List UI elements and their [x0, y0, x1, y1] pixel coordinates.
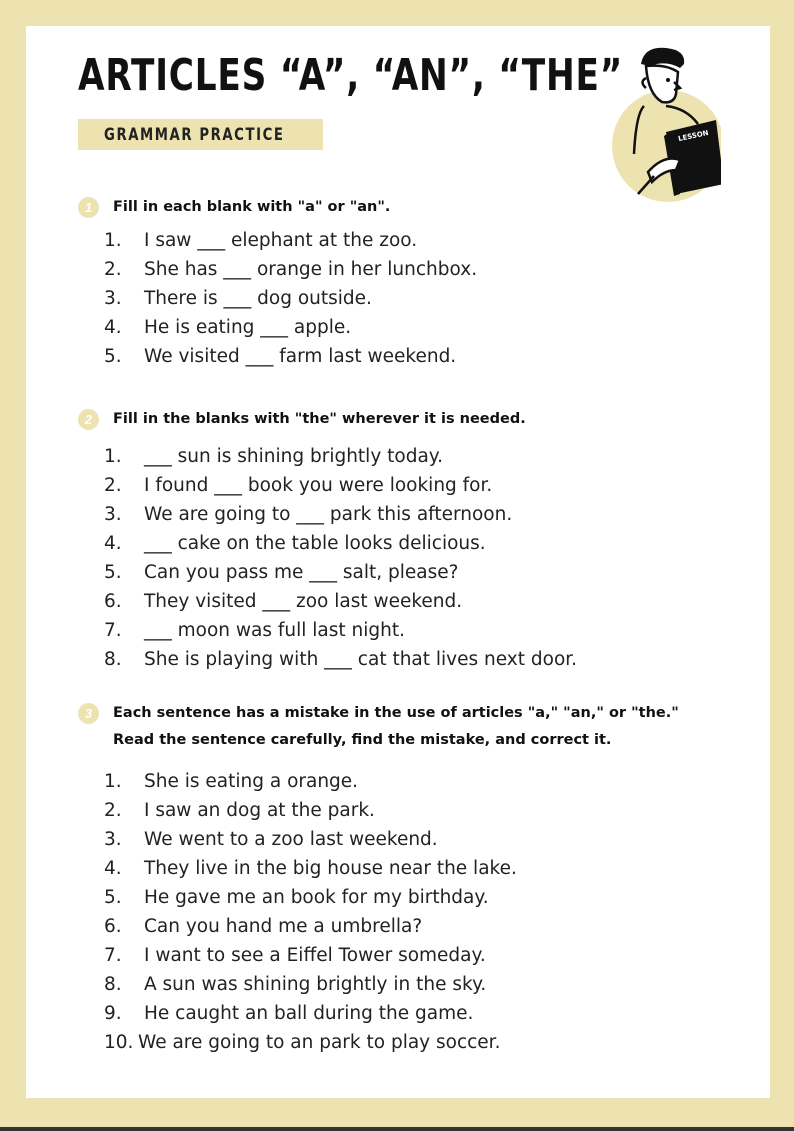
list-item: 2. She has ___ orange in her lunchbox.: [104, 259, 478, 280]
list-item: 1. I saw ___ elephant at the zoo.: [104, 230, 418, 251]
section-2-header: [78, 409, 526, 433]
section-3-list: [104, 767, 517, 1057]
list-item: 6. Can you hand me a umbrella?: [104, 916, 423, 937]
section-2-list: [104, 442, 577, 674]
list-item: 7. I want to see a Eiffel Tower someday.: [104, 945, 486, 966]
list-item: 3. We went to a zoo last weekend.: [104, 829, 438, 850]
list-item: 8. She is playing with ___ cat that lives next door.: [104, 649, 578, 670]
section-1-list: [104, 226, 477, 371]
list-item: 2. I saw an dog at the park.: [104, 800, 375, 821]
list-item: 10. We are going to an park to play soccer.: [104, 1032, 501, 1053]
section-1-header: [78, 197, 390, 221]
section-2-instruction: Fill in the blanks with "the" wherever it is needed.: [113, 411, 526, 427]
section-number-badge: 2: [78, 409, 99, 430]
page-subtitle: GRAMMAR PRACTICE: [104, 125, 285, 145]
book-label: LESSON: [677, 128, 710, 144]
list-item: 3. There is ___ dog outside.: [104, 288, 372, 309]
list-item: 4. He is eating ___ apple.: [104, 317, 352, 338]
list-item: 3. We are going to ___ park this afternoon.: [104, 504, 513, 525]
list-item: 5. He gave me an book for my birthday.: [104, 887, 489, 908]
list-item: 2. I found ___ book you were looking for.: [104, 475, 493, 496]
list-item: 4. They live in the big house near the lake.: [104, 858, 517, 879]
section-3-header: [78, 703, 723, 754]
list-item: 4. ___ cake on the table looks delicious.: [104, 533, 486, 554]
page-title: ARTICLES “A”, “AN”, “THE”: [78, 50, 624, 101]
worksheet-page: [26, 26, 770, 1098]
section-number-badge: 3: [78, 703, 99, 724]
list-item: 1. ___ sun is shining brightly today.: [104, 446, 443, 467]
section-3-instruction: Each sentence has a mistake in the use of articles "a," "an," or "the." Read the sentence carefully, find the mistake, and correct it.: [113, 705, 679, 748]
list-item: 6. They visited ___ zoo last weekend.: [104, 591, 463, 612]
list-item: 9. He caught an ball during the game.: [104, 1003, 474, 1024]
section-number-badge: 1: [78, 197, 99, 218]
reading-person-illustration: [606, 44, 721, 214]
list-item: 1. She is eating a orange.: [104, 771, 359, 792]
list-item: 5. We visited ___ farm last weekend.: [104, 346, 457, 367]
section-1-instruction: Fill in each blank with "a" or "an".: [113, 199, 391, 215]
list-item: 8. A sun was shining brightly in the sky.: [104, 974, 487, 995]
subtitle-banner: [78, 119, 323, 150]
list-item: 5. Can you pass me ___ salt, please?: [104, 562, 459, 583]
reading-person-icon: [606, 44, 721, 209]
bottom-border: [0, 1127, 794, 1131]
list-item: 7. ___ moon was full last night.: [104, 620, 405, 641]
